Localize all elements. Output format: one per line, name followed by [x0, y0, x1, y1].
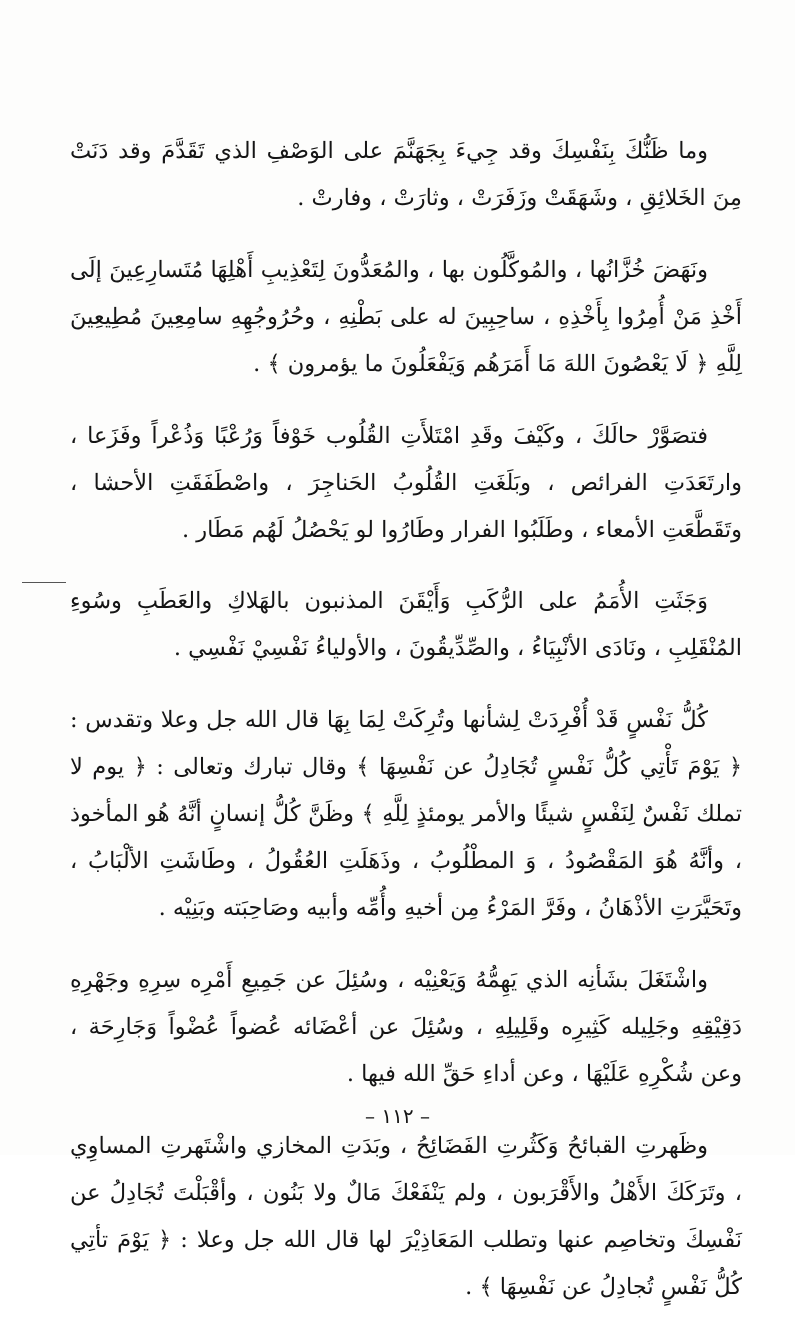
margin-mark — [22, 582, 66, 583]
paragraph-5: كُلُّ نَفْسٍ قَدْ أُفْرِدَتْ لِشأنها وتُرِكَتْ لِمَا بِهَا قال الله جل وعلا وتقدس : ﴿ يَوْمَ تَأْتِي كُلُّ نَفْسٍ تُجَادِلُ عن نَفْسِهَا ﴾ وقال تبارك وتعالى : ﴿ يوم لا تملك نَفْسٌ لِنَفْسٍ شيئًا والأمر يومئذٍ لِلَّهِ ﴾ وظَنَّ كُلُّ إنسانٍ أنَّهُ هُو المأخوذ ، وأنَّهُ هُوَ المَقْصُودُ ، وَ المطْلُوبُ ، وذَهَلَتِ العُقُولُ ، وطَاشَتِ الألْبَابُ ، وتَحَيَّرَتِ الأذْهَانُ ، وفَرَّ المَرْءُ مِن أخيهِ وأُمِّه وأبيه وصَاحِبَته وبَنِيْه . — [70, 707, 742, 921]
paragraph-7: وظَهرتِ القبائحُ وَكَثُرتِ الفَضَائِحُ ، وبَدَتِ المخازي واشْتَهرتِ المساوِي ، وتَرَكَكَ الأَهْلُ والأَقْرَبون ، ولم يَنْفَعْكَ مَالٌ ولا بَنُون ، وأقْبَلْتَ تُجَادِلُ عن نَفْسِكَ وتخاصِم عنها وتطلب المَعَاذِيْرَ لها قال الله جل وعلا : ﴿ يَوْمَ تأتِي كُلُّ نَفْسٍ تُجادِلُ عن نَفْسِهَا ﴾ . — [70, 1133, 742, 1300]
paragraph-2: ونَهَضَ خُزَّانُها ، والمُوكَّلُون بها ، والمُعَدُّونَ لِتَعْذِيبِ أَهْلِهَا مُتَسارِعِينَ إلَى أَخْذِ مَنْ أُمِرُوا بِأَخْذِهِ ، ساحِبِينَ له على بَطْنِهِ ، وحُرُوجُهِهِ سامِعِينَ مُطِيعِينَ لِلَّهِ ﴿ لَا يَعْصُونَ اللهَ مَا أَمَرَهُم وَيَفْعَلُونَ ما يؤمرون ﴾ . — [70, 257, 742, 377]
paragraph-6: واشْتَغَلَ بشَأنِه الذي يَهِمُّهُ وَيَعْنِيْه ، وسُئِلَ عن جَمِيعِ أَمْرِه سِرِهِ وجَهْرِهِ دَقِيْقِهِ وجَلِيله كَثِيرِه وقَلِيلِهِ ، وسُئِلَ عن أعْضَائه عُضواً عُضْواً وَجَارِحَة ، وعن شُكْرِهِ عَلَيْهَا ، وعن أداءِ حَقِّ الله فيها . — [70, 967, 742, 1087]
page-number: – ١١٢ – — [365, 1104, 430, 1128]
paragraph-1: وما ظَنُّكَ بِنَفْسِكَ وقد جِيءَ بِجَهَنَّمَ على الوَصْفِ الذي تَقَدَّمَ وقد دَنَتْ مِنَ الخَلائِقِ ، وشَهَقَتْ وزَفَرَتْ ، وثارَتْ ، وفارتْ . — [70, 138, 742, 211]
paragraph-3: فتصَوَّرْ حالَكَ ، وكَيْفَ وقَدِ امْتَلأَتِ القُلُوب خَوْفاً وَرُعْبًا وَذُعْراً وفَزَعا ، وارتَعَدَتِ الفرائص ، وبَلَغَتِ القُلُوبُ الحَناجِرَ ، واصْطَفَقَتِ الأحشا ، وتَقَطَّعَتِ الأمعاء ، وطَلَبُوا الفرار وطَارُوا لو يَحْصُلُ لَهُم مَطَار . — [70, 423, 742, 543]
paragraph-4: وَجَثَتِ الأُمَمُ على الرُّكَبِ وَأَيْقَنَ المذنبون بالهَلاكِ والعَطَبِ وسُوءِ المُنْقَلِبِ ، ونَادَى الأنْبِيَاءُ ، والصِّدِّيقُونَ ، والأولياءُ نَفْسِيْ نَفْسِي . — [70, 588, 742, 661]
